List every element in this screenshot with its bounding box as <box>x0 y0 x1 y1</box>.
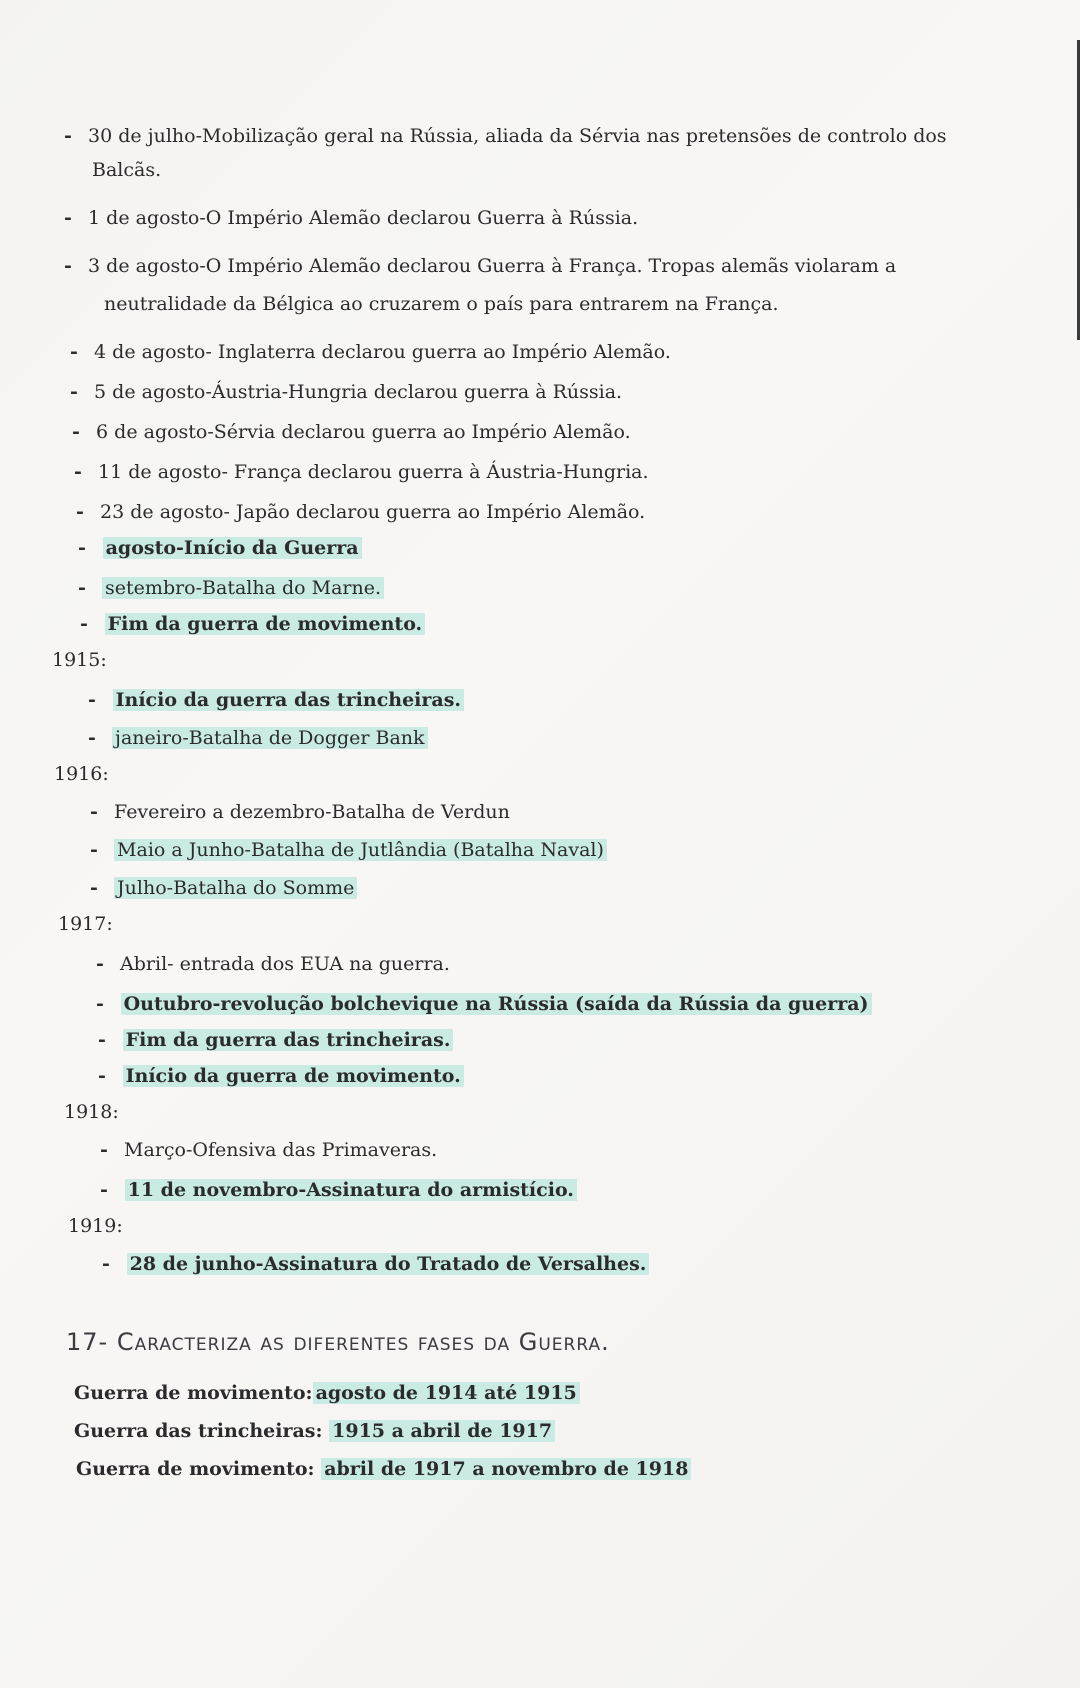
item-text: 11 de agosto- França declarou guerra à Áustria-Hungria. <box>98 461 649 483</box>
item-text: Fevereiro a dezembro-Batalha de Verdun <box>114 801 510 823</box>
timeline-item <box>96 992 872 1016</box>
highlighted-text: 11 de novembro-Assinatura do armistício. <box>125 1179 577 1201</box>
question-heading: 17- Caracteriza as diferentes fases da Guerra. <box>66 1328 610 1356</box>
timeline-item <box>100 1138 437 1162</box>
timeline-item <box>88 688 464 712</box>
phase-label: Guerra de movimento: <box>74 1382 313 1404</box>
item-text: 1 de agosto-O Império Alemão declarou Guerra à Rússia. <box>88 207 639 229</box>
bullet: - <box>78 537 86 559</box>
item-text: 5 de agosto-Áustria-Hungria declarou guerra à Rússia. <box>94 381 623 403</box>
highlighted-text: 28 de junho-Assinatura do Tratado de Versalhes. <box>127 1253 650 1275</box>
timeline-item <box>90 876 357 900</box>
phase-label: Guerra de movimento: <box>76 1458 322 1480</box>
item-text: Abril- entrada dos EUA na guerra. <box>120 953 450 975</box>
phase-row <box>74 1380 580 1406</box>
timeline-item <box>90 838 607 862</box>
item-text: 23 de agosto- Japão declarou guerra ao Império Alemão. <box>100 501 646 523</box>
timeline-item <box>72 420 631 444</box>
timeline-item <box>70 340 671 364</box>
timeline-item <box>64 124 947 148</box>
bullet: - <box>88 689 96 711</box>
year-label: 1916: <box>54 763 109 785</box>
bullet: - <box>70 341 78 363</box>
bullet: - <box>100 1179 108 1201</box>
bullet: - <box>90 801 98 823</box>
timeline-item <box>78 576 384 600</box>
timeline-item <box>100 1178 577 1202</box>
timeline-item <box>74 460 649 484</box>
phase-label: Guerra das trincheiras: <box>74 1420 330 1442</box>
timeline-item <box>102 1252 649 1276</box>
highlighted-text: Maio a Junho-Batalha de Jutlândia (Batalha Naval) <box>114 839 607 861</box>
highlighted-text: Outubro-revolução bolchevique na Rússia (saída da Rússia da guerra) <box>121 993 872 1015</box>
phase-value: agosto de 1914 até 1915 <box>313 1382 580 1404</box>
highlighted-text: agosto-Início da Guerra <box>103 537 362 559</box>
timeline-item <box>88 726 428 750</box>
bullet: - <box>102 1253 110 1275</box>
bullet: - <box>64 207 72 229</box>
bullet: - <box>72 421 80 443</box>
bullet: - <box>74 461 82 483</box>
timeline-item <box>98 1064 464 1088</box>
bullet: - <box>98 1029 106 1051</box>
timeline-item <box>96 952 450 976</box>
year-label: 1917: <box>58 913 113 935</box>
bullet: - <box>90 877 98 899</box>
highlighted-text: janeiro-Batalha de Dogger Bank <box>112 727 428 749</box>
timeline-item <box>64 206 638 230</box>
item-continuation: Balcãs. <box>92 159 162 181</box>
bullet: - <box>100 1139 108 1161</box>
bullet: - <box>80 613 88 635</box>
item-text: 4 de agosto- Inglaterra declarou guerra ao Império Alemão. <box>94 341 671 363</box>
highlighted-text: Início da guerra das trincheiras. <box>113 689 464 711</box>
bullet: - <box>98 1065 106 1087</box>
item-text: 3 de agosto-O Império Alemão declarou Guerra à França. Tropas alemãs violaram a <box>88 255 897 277</box>
phase-row <box>76 1456 691 1482</box>
item-text: 30 de julho-Mobilização geral na Rússia, aliada da Sérvia nas pretensões de controlo dos <box>88 125 947 147</box>
timeline-item <box>80 612 425 636</box>
timeline-item <box>90 800 510 824</box>
bullet: - <box>96 953 104 975</box>
highlighted-text: Início da guerra de movimento. <box>123 1065 464 1087</box>
year-label: 1915: <box>52 649 107 671</box>
year-label: 1918: <box>64 1101 119 1123</box>
item-text: 6 de agosto-Sérvia declarou guerra ao Império Alemão. <box>96 421 631 443</box>
year-label: 1919: <box>68 1215 123 1237</box>
phase-value: abril de 1917 a novembro de 1918 <box>321 1458 691 1480</box>
phase-row <box>74 1418 555 1444</box>
item-text: Março-Ofensiva das Primaveras. <box>124 1139 438 1161</box>
highlighted-text: Fim da guerra de movimento. <box>105 613 426 635</box>
timeline-item <box>78 536 362 560</box>
timeline-item <box>76 500 645 524</box>
bullet: - <box>70 381 78 403</box>
bullet: - <box>90 839 98 861</box>
item-continuation: neutralidade da Bélgica ao cruzarem o país para entrarem na França. <box>104 293 779 315</box>
highlighted-text: Julho-Batalha do Somme <box>114 877 357 899</box>
bullet: - <box>78 577 86 599</box>
timeline-item <box>98 1028 453 1052</box>
highlighted-text: setembro-Batalha do Marne. <box>102 577 384 599</box>
timeline-item <box>64 254 896 278</box>
timeline-item <box>70 380 622 404</box>
bullet: - <box>88 727 96 749</box>
bullet: - <box>96 993 104 1015</box>
highlighted-text: Fim da guerra das trincheiras. <box>123 1029 454 1051</box>
bullet: - <box>64 125 72 147</box>
phase-value: 1915 a abril de 1917 <box>329 1420 555 1442</box>
bullet: - <box>76 501 84 523</box>
bullet: - <box>64 255 72 277</box>
